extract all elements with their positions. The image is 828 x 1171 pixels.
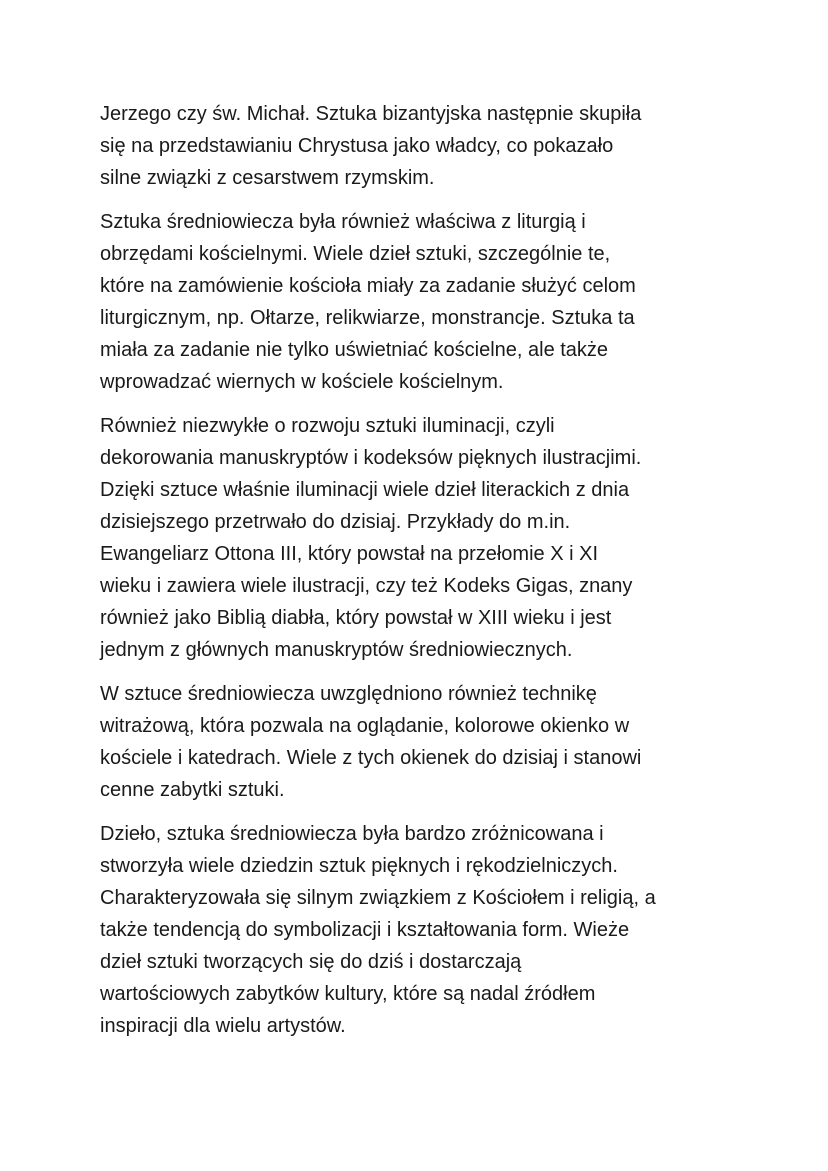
paragraph-liturgy: Sztuka średniowiecza była również właściwa z liturgią i obrzędami kościelnymi. Wiele dzieł sztuki, szczególnie te, które na zamówienie kościoła miały za zadanie służyć celom liturgicznym, np. Ołtarze, relikwiarze, monstrancje. Sztuka ta miała za zadanie nie tylko uświetniać kościelne, ale także wprowadzać wiernych w kościele kościelnym. (100, 211, 636, 393)
paragraph-conclusion: Dzieło, sztuka średniowiecza była bardzo zróżnicowana i stworzyła wiele dziedzin sztuk pięknych i rękodzielniczych. Charakteryzowała się silnym związkiem z Kościołem i religią, a także tendencją do symbolizacji i kształtowania form. Wieże dzieł sztuki tworzących się do dziś i dostarczają wartościowych zabytków kultury, które są nadal źródłem inspiracji dla wielu artystów. (100, 823, 656, 1037)
paragraph-byzantine-art: Jerzego czy św. Michał. Sztuka bizantyjska następnie skupiła się na przedstawianiu Chrystusa jako władcy, co pokazało silne związki z cesarstwem rzymskim. (100, 103, 642, 189)
paragraph-illumination: Również niezwykłe o rozwoju sztuki iluminacji, czyli dekorowania manuskryptów i kodeksów pięknych ilustracjimi. Dzięki sztuce właśnie iluminacji wiele dzieł literackich z dnia dzisiejszego przetrwało do dzisiaj. Przykłady do m.in. Ewangeliarz Ottona III, który powstał na przełomie X i XI wieku i zawiera wiele ilustracji, czy też Kodeks Gigas, znany również jako Biblią diabła, który powstał w XIII wieku i jest jednym z głównych manuskryptów średniowiecznych. (100, 415, 642, 661)
paragraph-stained-glass: W sztuce średniowiecza uwzględniono również technikę witrażową, która pozwala na oglądanie, kolorowe okienko w kościele i katedrach. Wiele z tych okienek do dzisiaj i stanowi cenne zabytki sztuki. (100, 683, 642, 801)
